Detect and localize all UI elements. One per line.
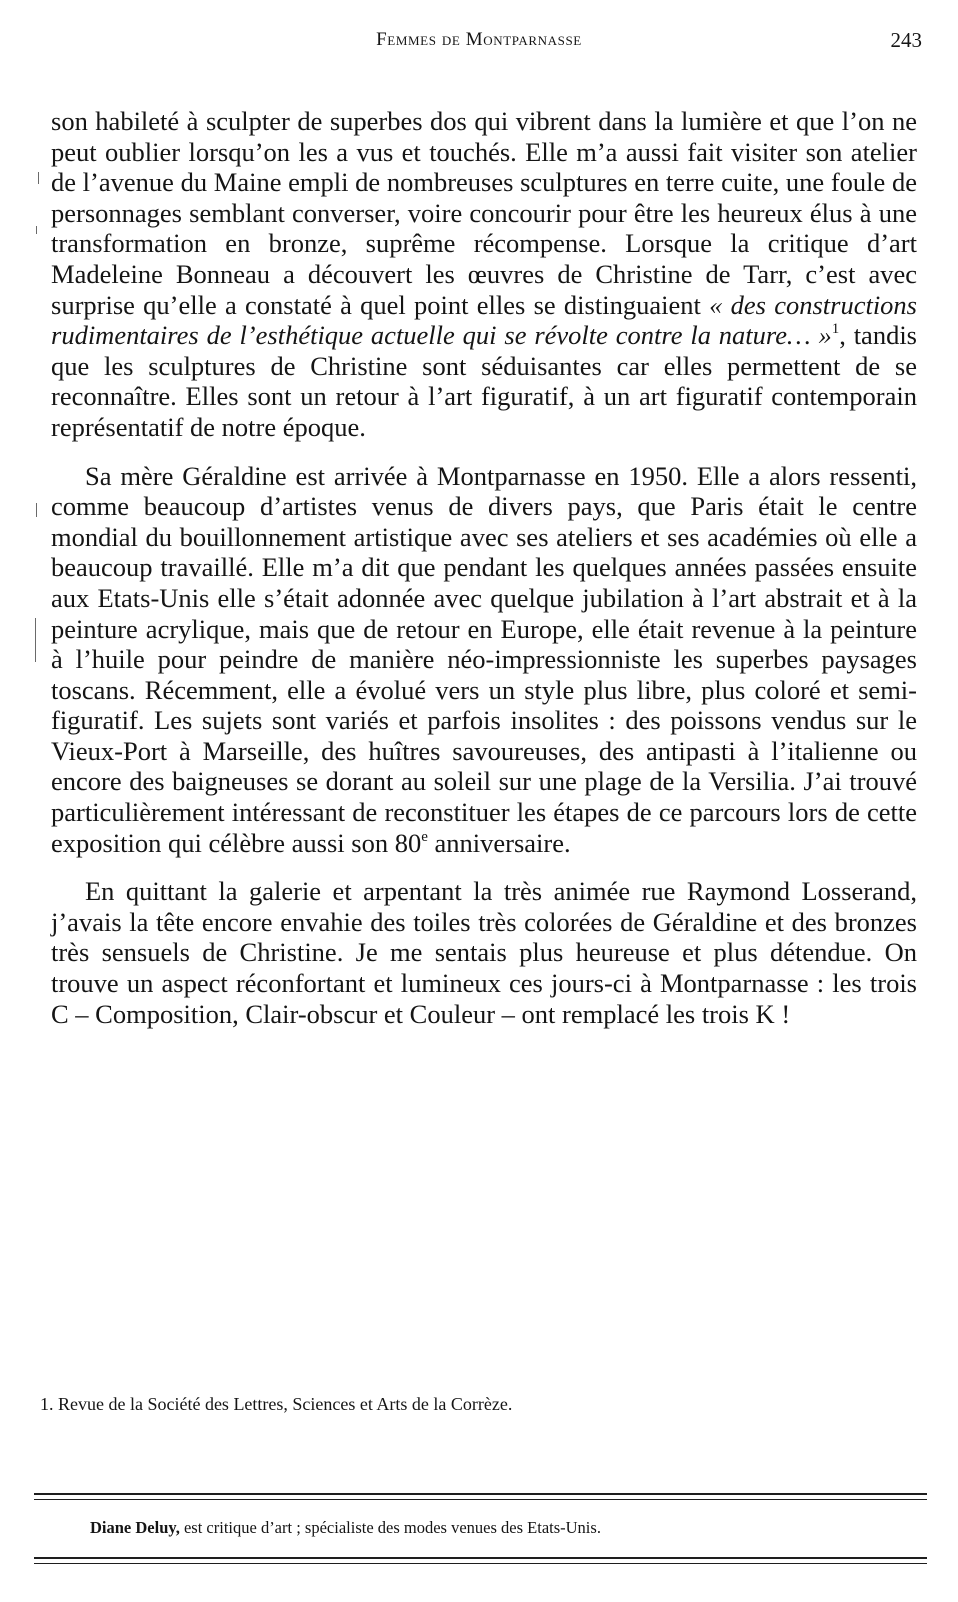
- footnote: [40, 1394, 512, 1415]
- footnote-text: Revue de la Société des Lettres, Sciences et Arts de la Corrèze.: [58, 1394, 513, 1414]
- paragraph-1-text: son habileté à sculpter de superbes dos qui vibrent dans la lumière et que l’on ne peut oublier lorsqu’on les a vus et touchés. Elle m’a aussi fait visiter son atelier de l’avenue du Maine empli de nombreuses sculptures en terre cuite, une foule de personnages semblant converser, voire concourir pour être les heureux élus à une transformation en bronze, suprême récompense. Lorsque la critique d’art Madeleine Bonneau a découvert les œuvres de Christine de Tarr, c’est avec surprise qu’elle a constaté à quel point elles se distinguaient: [51, 106, 917, 320]
- quotation: « des constructions rudimentaires de l’esthétique actuelle qui se révolte contre la nature… »: [51, 289, 917, 351]
- paragraph-1-continuation: , tandis que les sculptures de Christine sont séduisantes car elles permettent de se reconnaître. Elles sont un retour à l’art figuratif, à un art figuratif contemporain représentatif de notre époque.: [51, 320, 917, 442]
- body-text: [51, 106, 917, 1029]
- paragraph-3: En quittant la galerie et arpentant la très animée rue Raymond Losserand, j’avais la tête encore envahie des toiles très colorées de Géraldine et des bronzes très sensuels de Christine. Je me sentais plus heureuse et plus détendue. On trouve un aspect réconfortant et lumineux ces jours-ci à Montparnasse : les trois C – Composition, Clair-obscur et Couleur – ont remplacé les trois K !: [51, 876, 917, 1029]
- running-title: Femmes de Montparnasse: [376, 29, 582, 50]
- rule-top-secondary: [34, 1499, 927, 1500]
- margin-mark: [38, 172, 39, 184]
- page-number: 243: [890, 28, 922, 52]
- rule-bottom: [34, 1557, 927, 1559]
- paragraph-2-continuation: anniversaire.: [427, 827, 571, 858]
- footnote-number: 1.: [40, 1394, 54, 1414]
- paragraph-2: [51, 461, 917, 859]
- author-name: Diane Deluy,: [90, 1518, 180, 1537]
- footnote-reference: 1: [831, 321, 840, 338]
- rule-top: [34, 1493, 927, 1495]
- margin-mark: [36, 503, 37, 517]
- author-note: [90, 1518, 601, 1538]
- margin-mark: [35, 618, 36, 662]
- margin-mark: [36, 226, 37, 234]
- ordinal-superscript: e: [421, 828, 428, 845]
- rule-bottom-secondary: [34, 1563, 927, 1564]
- author-description: est critique d’art ; spécialiste des modes venues des Etats-Unis.: [183, 1518, 601, 1537]
- paragraph-1: [51, 106, 917, 443]
- paragraph-2-text: Sa mère Géraldine est arrivée à Montparnasse en 1950. Elle a alors ressenti, comme beaucoup d’artistes venus de divers pays, que Paris était le centre mondial du bouillonnement artistique avec ses ateliers et ses académies où elle a beaucoup travaillé. Elle m’a dit que pendant les quelques années passées ensuite aux Etats-Unis elle s’était adonnée avec quelque jubilation à l’art abstrait et à la peinture acrylique, mais que de retour en Europe, elle était revenue à la peinture à l’huile pour peindre de manière néo-impressionniste les superbes paysages toscans. Récemment, elle a évolué vers un style plus libre, plus coloré et semi-figuratif. Les sujets sont variés et parfois insolites : des poissons vendus sur le Vieux-Port à Marseille, des huîtres savoureuses, des antipasti à l’italienne ou encore des baigneuses se dorant au soleil sur une plage de la Versilia. J’ai trouvé particulièrement intéressant de reconstituer les étapes de ce parcours lors de cette exposition qui célèbre aussi son 80: [51, 460, 917, 858]
